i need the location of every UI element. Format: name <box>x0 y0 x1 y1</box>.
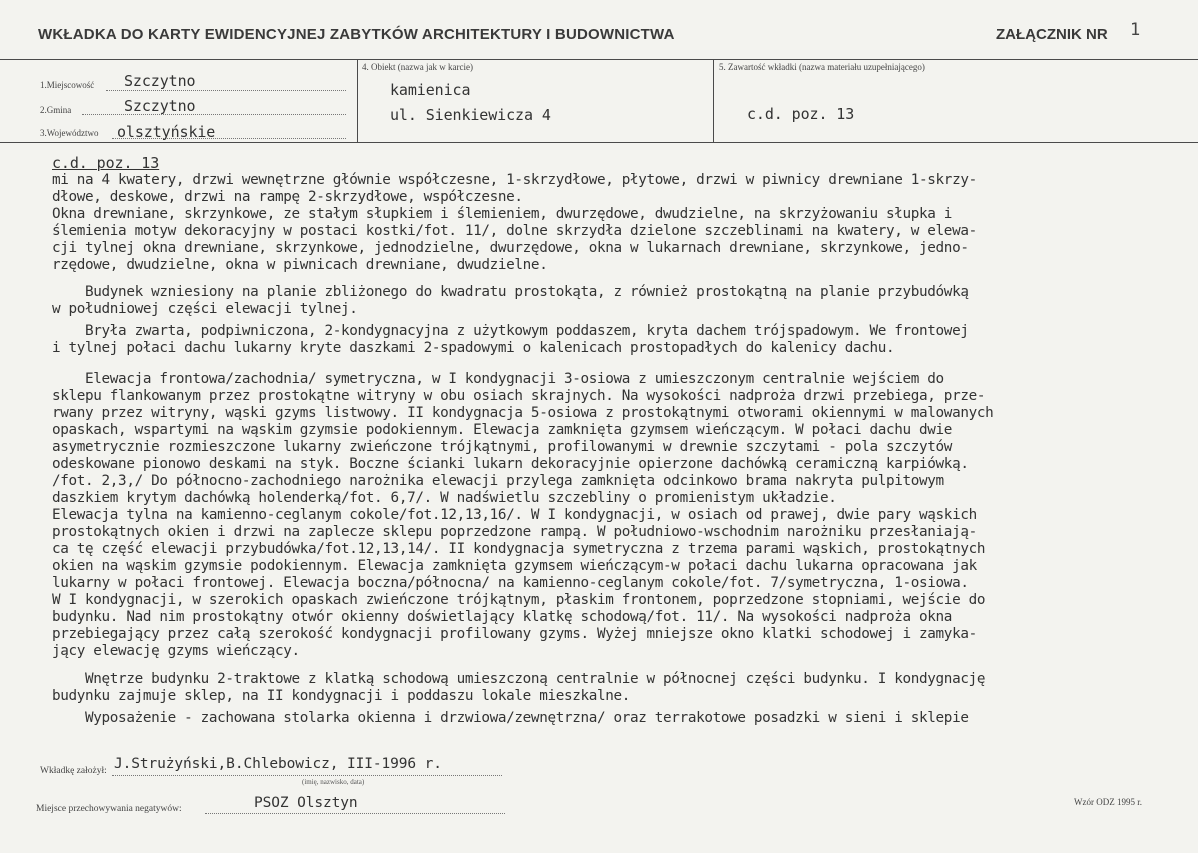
storage-label: Miejsce przechowywania negatywów: <box>36 804 182 814</box>
gmina-value: Szczytno <box>124 97 196 115</box>
miejscowosc-value: Szczytno <box>124 72 196 90</box>
form-title: WKŁADKA DO KARTY EWIDENCYJNEJ ZABYTKÓW ARCHITEKTURY I BUDOWNICTWA <box>38 26 675 43</box>
body-line: i tylnej połaci dachu lukarny kryte daszkami 2-spadowymi o kalenicach prostopadłych do kalenicy dachu. <box>52 340 895 356</box>
storage-value: PSOZ Olsztyn <box>254 795 358 811</box>
author-dots <box>112 775 502 776</box>
miejscowosc-label: 1.Miejscowość <box>40 80 95 90</box>
body-line: dłowe, deskowe, drzwi na rampę 2-skrzydłowe, współczesne. <box>52 189 523 205</box>
wojewodztwo-value: olsztyńskie <box>117 123 216 141</box>
obiekt-line1: kamienica <box>390 81 471 99</box>
body-line: budynku. Nad nim prostokątny otwór okienny doświetlający klatkę schodową/fot. 11/. Na wysokości nadproża okna <box>52 609 953 625</box>
box-bottom-rule <box>0 142 1198 143</box>
body-line: rzędowe, dwudzielne, okna w piwnicach drewniane, dwudzielne. <box>52 257 548 273</box>
body-line: odeskowane pionowo deskami na styk. Boczne ścianki lukarn dekoracyjnie opierzone dachówką ceramiczną karpiówką. <box>52 456 969 472</box>
body-line: rwany przez witryny, wąski gzyms listwowy. II kondygnacja 5-osiowa z prostokątnymi otworami okiennymi w malowanych <box>52 405 994 421</box>
divider-2 <box>713 59 714 142</box>
form-code: Wzór ODZ 1995 r. <box>1074 797 1142 807</box>
storage-dots <box>205 813 505 814</box>
annex-number: 1 <box>1130 20 1141 40</box>
body-line: ca tę część elewacji przybudówka/fot.12,13,14/. II kondygnacja symetryczna z trzema parami wąskich, prostokątnych <box>52 541 986 557</box>
body-line: asymetrycznie rozmieszczone lukarny zwieńczone trójkątnymi, profilowanymi w drewnie szczytami - pola szczytów <box>52 439 953 455</box>
author-note: (imię, nazwisko, data) <box>302 778 365 786</box>
body-line: Bryła zwarta, podpiwniczona, 2-kondygnacyjna z użytkowym poddaszem, kryta dachem trójspadowym. We frontowej <box>52 323 969 339</box>
gmina-dots <box>82 114 346 115</box>
body-line: lukarny w połaci frontowej. Elewacja boczna/północna/ na kamienno-ceglanym cokole/fot. 7/symetryczna, 1-osiowa. <box>52 575 969 591</box>
body-line: Wnętrze budynku 2-traktowe z klatką schodową umieszczoną centralnie w północnej części budynku. I kondygnację <box>52 671 986 687</box>
body-line: w południowej części elewacji tylnej. <box>52 301 358 317</box>
body-line: Elewacja tylna na kamienno-ceglanym cokole/fot.12,13,16/. W I kondygnacji, w osiach od prawej, dwie pary wąskich <box>52 507 977 523</box>
body-line: sklepu flankowanym przez prostokątne witryny w obu osiach skrajnych. Na wysokości nadproża drzwi przebiega, prze- <box>52 388 986 404</box>
author-label: Wkładkę założył: <box>40 766 107 776</box>
divider-1 <box>357 59 358 142</box>
body-line: okien na wąskim gzymsie podokiennym. Elewacja zamknięta gzymsem wieńczącym-w połaci dachu lukarna opracowana jak <box>52 558 977 574</box>
obiekt-line2: ul. Sienkiewicza 4 <box>390 106 551 124</box>
body-line: Elewacja frontowa/zachodnia/ symetryczna, w I kondygnacji 3-osiowa z umieszczonym centralnie wejściem do <box>52 371 944 387</box>
wojewodztwo-label: 3.Województwo <box>40 128 99 138</box>
gmina-label: 2.Gmina <box>40 105 72 115</box>
annex-label: ZAŁĄCZNIK NR <box>996 26 1108 43</box>
body-line: budynku zajmuje sklep, na II kondygnacji i poddaszu lokale mieszkalne. <box>52 688 631 704</box>
body-line: mi na 4 kwatery, drzwi wewnętrzne głównie współczesne, 1-skrzydłowe, płytowe, drzwi w piwnicy drewniane 1-skrzy- <box>52 172 977 188</box>
body-line: przebiegający przez całą szerokość kondygnacji profilowany gzyms. Wyżej mniejsze okno klatki schodowej i zamyka- <box>52 626 977 642</box>
miejscowosc-dots <box>106 90 346 91</box>
top-box-rule <box>0 59 1198 60</box>
body-line: Okna drewniane, skrzynkowe, ze stałym słupkiem i ślemieniem, dwurzędowe, dwudzielne, na skrzyżowaniu słupka i <box>52 206 953 222</box>
body-heading: c.d. poz. 13 <box>52 154 160 172</box>
body-line: /fot. 2,3,/ Do północno-zachodniego narożnika elewacji przylega zamknięta odcinkowo brama nakryta pulpitowym <box>52 473 944 489</box>
zawartosc-label: 5. Zawartość wkładki (nazwa materiału uzupełniającego) <box>719 62 925 72</box>
zawartosc-value: c.d. poz. 13 <box>747 105 855 123</box>
body-line: Wyposażenie - zachowana stolarka okienna i drzwiowa/zewnętrzna/ oraz terrakotowe posadzki w sieni i sklepie <box>52 710 969 726</box>
obiekt-label: 4. Obiekt (nazwa jak w karcie) <box>362 62 473 72</box>
body-line: jący elewację gzyms wieńczący. <box>52 643 300 659</box>
body-line: daszkiem krytym dachówką holenderką/fot. 6,7/. W nadświetlu szczebliny o promienistym układzie. <box>52 490 837 506</box>
body-line: ślemienia motyw dekoracyjny w postaci kostki/fot. 11/, dolne skrzydła dzielone szczeblinami na kwatery, w elewa- <box>52 223 977 239</box>
author-value: J.Strużyński,B.Chlebowicz, III-1996 r. <box>114 756 442 772</box>
body-line: prostokątnych okien i drzwi na zaplecze sklepu poprzedzone rampą. W południowo-wschodnim narożniku przesłaniają- <box>52 524 977 540</box>
body-line: Budynek wzniesiony na planie zbliżonego do kwadratu prostokąta, z również prostokątną na planie przybudówką <box>52 284 969 300</box>
body-line: cji tylnej okna drewniane, skrzynkowe, jednodzielne, dwurzędowe, okna w lukarnach drewniane, skrzynkowe, jedno- <box>52 240 969 256</box>
body-line: opaskach, wspartymi na wąskim gzymsie podokiennym. Elewacja zamknięta gzymsem wieńczącym. W połaci dachu dwie <box>52 422 953 438</box>
body-line: W I kondygnacji, w szerokich opaskach zwieńczone trójkątnym, płaskim frontonem, poprzedzone stopniami, wejście do <box>52 592 986 608</box>
